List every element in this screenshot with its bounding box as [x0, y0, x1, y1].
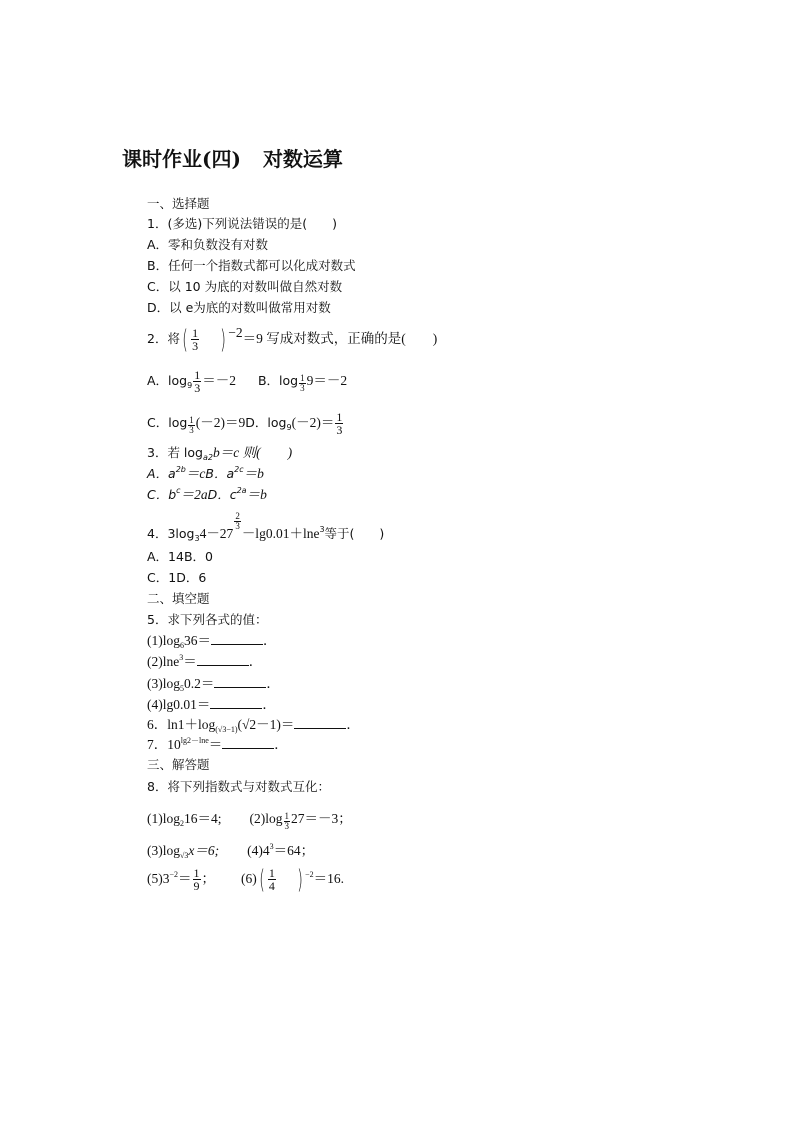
q3-d: D．c: [207, 487, 237, 502]
q8-5-num: 1: [193, 866, 200, 881]
q7-end: ．: [274, 737, 288, 752]
answer-blank[interactable]: [222, 737, 274, 749]
q8-3-pre: (3)log: [147, 843, 180, 858]
q2-d-fraction: [335, 411, 343, 436]
q4-post-sup: 3: [319, 525, 325, 534]
q8-row-1: [147, 806, 352, 832]
q5-3-pre: (3)log: [147, 676, 180, 691]
q4-c: C．1: [147, 570, 177, 585]
q8-1-base: 2: [180, 819, 184, 828]
answer-blank[interactable]: [214, 676, 266, 688]
q8-1-pre: (1)log: [147, 811, 180, 826]
q2-d-base: 9: [286, 423, 292, 432]
q8-2-base-fraction: [284, 812, 291, 831]
q2-d-label: D．log: [245, 415, 287, 430]
q5-4-end: ．: [262, 697, 276, 712]
q7-post: ＝: [208, 737, 223, 752]
q3-pre: 3．若 log: [147, 445, 203, 460]
q6-stem: [147, 717, 360, 733]
q2-fraction: [191, 327, 199, 352]
q4-exp-fraction: [234, 512, 241, 531]
right-paren: ): [297, 864, 303, 895]
q6-mid: (√2－1)＝: [237, 717, 295, 732]
q4-b: B．0: [183, 549, 213, 564]
q5-2-sup: 3: [179, 653, 184, 662]
q2-exponent: −2: [228, 325, 243, 340]
q5-3-end: ．: [266, 676, 280, 691]
q8-5-den: 9: [193, 879, 200, 894]
q2-frac-denominator: 3: [192, 339, 199, 353]
q8-row-3: [147, 862, 344, 896]
q3-b-post: ＝b: [243, 466, 264, 481]
q4-options-ab: [147, 549, 213, 565]
q2-a-den: 3: [194, 381, 201, 395]
answer-blank[interactable]: [197, 654, 249, 666]
section-heading-choice: 一、选择题: [147, 196, 210, 211]
q6-end: ．: [346, 717, 360, 732]
title-sub: 对数运算: [262, 147, 343, 171]
answer-blank[interactable]: [211, 633, 263, 645]
q2-stem: [147, 324, 437, 354]
q2-b-label: B．log: [257, 373, 299, 388]
q2-c-num: 1: [189, 415, 194, 425]
q5-part-2: [147, 654, 262, 670]
q4-a: A．14: [147, 549, 184, 564]
q3-c: C．b: [147, 487, 177, 502]
q7-stem: [147, 737, 288, 753]
q4-post: －lg0.01＋lne: [241, 526, 320, 541]
q8-4-pre: (4)4: [247, 843, 270, 858]
q4-d: D．6: [176, 570, 207, 585]
left-paren: (: [259, 864, 265, 895]
q2-b-arg: 9: [306, 373, 314, 388]
section-heading-solve: 三、解答题: [147, 757, 210, 772]
q3-c-sup: c: [176, 486, 181, 495]
q8-5-pre: (5)3: [147, 871, 170, 886]
page-title: [122, 143, 343, 172]
q8-2-pre: (2)log: [249, 811, 283, 826]
q1-option-a: A．零和负数没有对数: [147, 237, 269, 252]
q3-base: a2: [202, 453, 213, 462]
q8-stem: 8．将下列指数式与对数式互化：: [147, 779, 330, 794]
q8-5-sup: −2: [169, 870, 179, 879]
q8-6-post: ＝16.: [313, 871, 344, 886]
q4-tail: 等于( ): [324, 526, 385, 541]
q3-d-post: ＝b: [246, 487, 267, 502]
q8-6-fraction: [268, 867, 276, 892]
q8-1-post: 16＝4;: [184, 811, 222, 826]
q1-option-c: C．以 10 为底的对数叫做自然对数: [147, 279, 343, 294]
q8-2-post: 27＝－3；: [291, 811, 352, 826]
q3-post: b＝c 则( ): [212, 445, 293, 460]
q4-base: 3: [194, 534, 200, 543]
q5-1-post: 36＝: [184, 633, 211, 648]
q8-5-post: ；: [201, 871, 216, 886]
q8-4-sup: 3: [269, 842, 274, 851]
q2-options-ab: [147, 366, 347, 396]
q5-2-post: ＝: [183, 654, 197, 669]
q5-4-pre: (4)lg0.01＝: [147, 697, 211, 712]
q5-2-pre: (2)lne: [147, 654, 180, 669]
q3-options-cd: [147, 487, 267, 503]
q3-c-post: ＝2a: [180, 487, 208, 502]
q5-2-end: ．: [248, 654, 263, 669]
q8-2-num: 1: [284, 811, 290, 821]
q1-option-b: B．任何一个指数式都可以化成对数式: [147, 258, 356, 273]
q8-3-base: √3: [180, 851, 189, 860]
q5-part-1: [147, 633, 277, 649]
right-paren: ): [220, 324, 226, 355]
q2-number: 2．将: [147, 331, 180, 346]
q2-b-base-fraction: [299, 374, 306, 393]
q8-2-den: 3: [284, 821, 290, 831]
q2-d-den: 3: [336, 423, 343, 437]
q2-d-num: 1: [336, 410, 343, 424]
q8-6-den: 4: [268, 879, 275, 894]
q2-b-num: 1: [300, 373, 305, 383]
answer-blank[interactable]: [294, 717, 346, 729]
q2-rest: ＝9 写成对数式，正确的是( ): [242, 331, 438, 346]
q1-option-d: D．以 e为底的对数叫做常用对数: [147, 300, 331, 315]
q2-c-den: 3: [189, 425, 194, 435]
q2-b-rest: ＝－2: [313, 373, 348, 388]
q3-b-sup: 2c: [234, 465, 244, 474]
q5-3-base: 5: [180, 684, 184, 693]
q8-6-sup: −2: [305, 870, 314, 879]
q3-b: B．a: [205, 466, 235, 481]
title-main: 课时作业(四): [122, 147, 241, 171]
q2-b-den: 3: [300, 383, 305, 393]
q3-stem: [147, 445, 292, 461]
q7-pre: 7．10: [147, 737, 181, 752]
q5-1-pre: (1)log: [147, 633, 180, 648]
q5-stem: 5．求下列各式的值：: [147, 612, 268, 627]
q5-1-end: ．: [263, 633, 277, 648]
q2-frac-numerator: 1: [192, 326, 199, 340]
q1-stem: 1．(多选)下列说法错误的是( ): [147, 216, 337, 231]
q2-c-label: C．log: [147, 415, 188, 430]
q3-a-sup: 2b: [175, 465, 186, 474]
q6-pre: 6．ln1＋log: [147, 717, 216, 732]
q2-a-base: 9: [187, 381, 193, 390]
q2-a-fraction: [193, 369, 201, 394]
answer-blank[interactable]: [210, 697, 262, 709]
left-paren: (: [182, 324, 188, 355]
q3-d-sup: 2a: [236, 486, 247, 495]
q8-row-2: [147, 838, 314, 864]
q3-a-post: ＝c: [185, 466, 206, 481]
q4-stem: [147, 512, 384, 549]
q3-a: A．a: [147, 466, 176, 481]
q4-mid: 4－27: [199, 526, 234, 541]
q8-6-num: 1: [268, 866, 275, 881]
q8-6-pre: (6): [241, 871, 257, 886]
q2-c-base-fraction: [188, 416, 195, 435]
q8-3-post: x＝6;: [188, 843, 220, 858]
q6-base: (√3−1): [215, 725, 238, 734]
q2-d-rest: (－2)＝: [291, 415, 335, 430]
q8-5-fraction: [193, 867, 201, 892]
q4-pre: 4．3log: [147, 526, 195, 541]
q4-exp-num: 2: [235, 511, 240, 521]
section-heading-fill: 二、填空题: [147, 591, 210, 606]
q5-part-3: [147, 676, 280, 692]
q5-3-post: 0.2＝: [184, 676, 215, 691]
q2-a-rest: ＝－2: [202, 373, 236, 388]
q2-options-cd: [147, 408, 344, 438]
q8-5-mid: ＝: [178, 871, 192, 886]
q2-a-label: A．log: [147, 373, 188, 388]
q2-c-rest: (－2)＝9: [195, 415, 246, 430]
q4-exp-den: 3: [235, 521, 240, 531]
q2-a-num: 1: [194, 368, 201, 382]
q4-options-cd: [147, 570, 206, 586]
q5-1-base: 6: [180, 641, 184, 650]
q3-options-ab: [147, 466, 264, 482]
q5-part-4: [147, 697, 276, 713]
q8-4-post: ＝64；: [273, 843, 315, 858]
q7-sup: lg2－lne: [180, 736, 209, 745]
